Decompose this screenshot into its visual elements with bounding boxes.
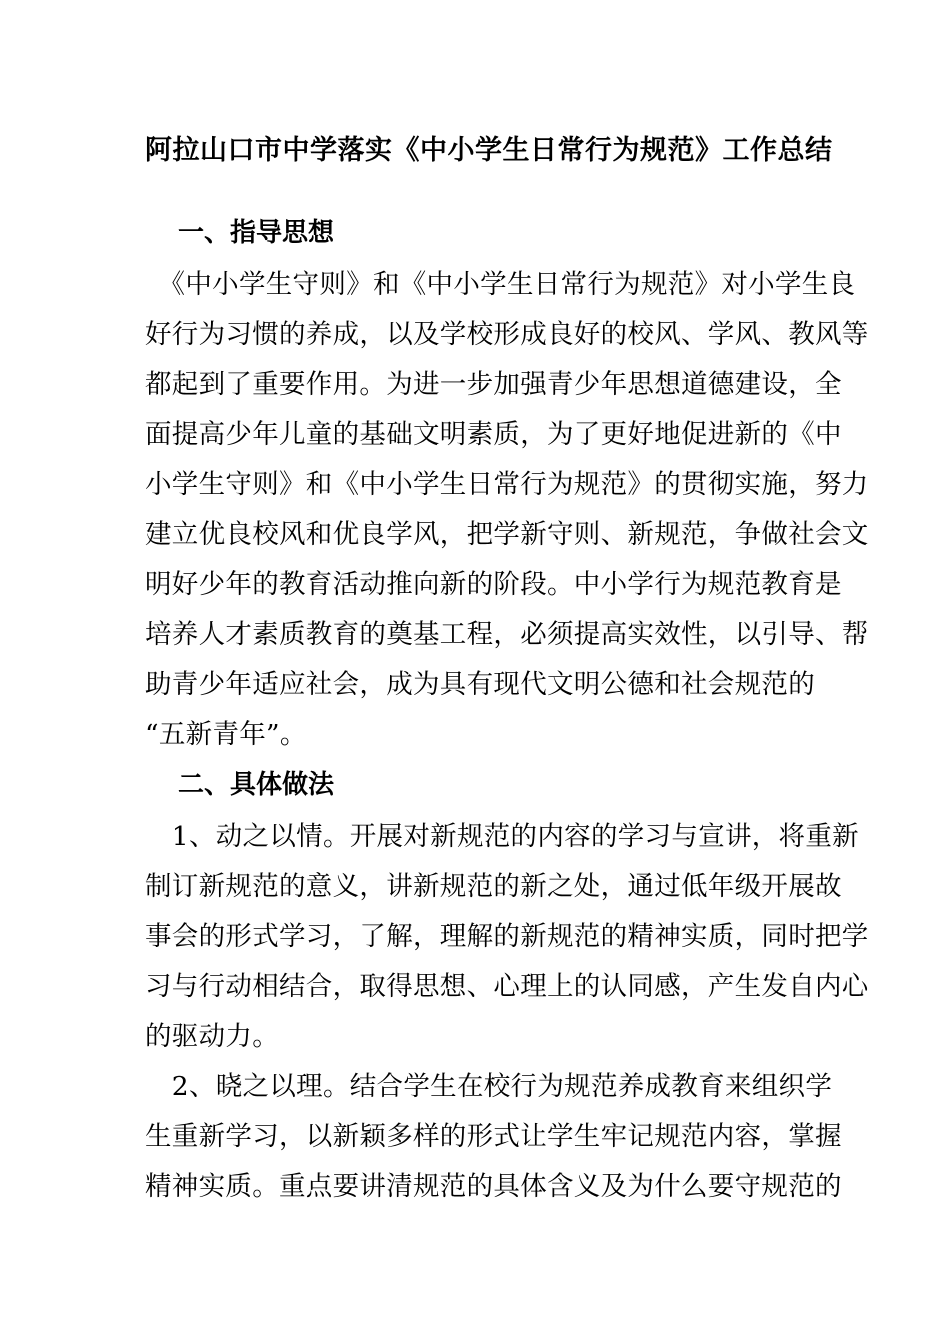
- paragraph-line: 培养人才素质教育的奠基工程，必须提高实效性，以引导、帮: [145, 619, 869, 650]
- paragraph-line: 2、晓之以理。结合学生在校行为规范养成教育来组织学: [145, 1071, 833, 1102]
- paragraph-line: 1、动之以情。开展对新规范的内容的学习与宣讲，将重新: [145, 821, 859, 852]
- paragraph-line: 的驱动力。: [145, 1021, 279, 1052]
- paragraph-line: 《中小学生守则》和《中小学生日常行为规范》对小学生良: [145, 269, 856, 300]
- document-title: 阿拉山口市中学落实《中小学生日常行为规范》工作总结: [145, 135, 833, 166]
- paragraph-line: 好行为习惯的养成，以及学校形成良好的校风、学风、教风等: [145, 319, 869, 350]
- paragraph-line: 制订新规范的意义，讲新规范的新之处，通过低年级开展故: [145, 871, 842, 902]
- paragraph-line: 事会的形式学习，了解，理解的新规范的精神实质，同时把学: [145, 921, 869, 952]
- paragraph-line: 小学生守则》和《中小学生日常行为规范》的贯彻实施，努力: [145, 469, 869, 500]
- section-heading-guiding-ideology: 一、指导思想: [178, 218, 335, 248]
- paragraph-line: 生重新学习，以新颖多样的形式让学生牢记规范内容，掌握: [145, 1121, 842, 1152]
- paragraph-line: 都起到了重要作用。为进一步加强青少年思想道德建设，全: [145, 369, 842, 400]
- paragraph-line: 助青少年适应社会，成为具有现代文明公德和社会规范的: [145, 669, 815, 700]
- section-heading-specific-practices: 二、具体做法: [178, 770, 335, 800]
- paragraph-line: 建立优良校风和优良学风，把学新守则、新规范，争做社会文: [145, 519, 869, 550]
- paragraph-line: 明好少年的教育活动推向新的阶段。中小学行为规范教育是: [145, 569, 842, 600]
- paragraph-line: 习与行动相结合，取得思想、心理上的认同感，产生发自内心: [145, 971, 869, 1002]
- paragraph-line: 面提高少年儿童的基础文明素质，为了更好地促进新的《中: [145, 419, 842, 450]
- paragraph-line: 精神实质。重点要讲清规范的具体含义及为什么要守规范的: [145, 1171, 842, 1202]
- paragraph-line: “五新青年”。: [145, 719, 307, 750]
